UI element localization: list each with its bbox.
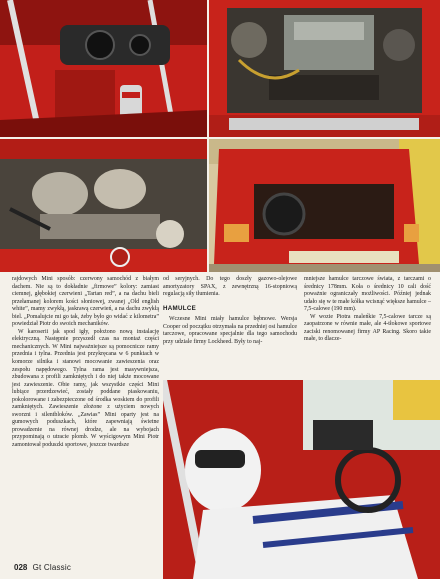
paragraph: Wczesne Mini miały hamulce bębnowe. Wersja Cooper od początku otrzymała na przedniej osi hamulce tarczowe, opracowane specjalnie dla tego samochodu przy udziale firmy Lockheed. Były to naj- (163, 316, 297, 345)
paragraph: od seryjnych. Do tego doszły gazowo-olejowe amortyzatory SPAX, z zewnętrzną 16-stopniową regulacją siły tłumienia. (163, 276, 297, 298)
article-column-3 (304, 276, 431, 344)
article-column-2 (163, 276, 297, 346)
photo-engine-carburetors (0, 139, 207, 272)
article-column-1 (12, 276, 159, 450)
page-number: 028 (14, 563, 28, 572)
section-heading: HAMULCE (163, 304, 197, 312)
page-footer (14, 563, 71, 572)
magazine-name: Gt Classic (32, 563, 72, 572)
paragraph: rajdowych Mini sposób: czerwony samochód z białym dachem. Nie są to dokładnie „firmowe” kolory: zamiast ciemnej, głębokiej czerwieni „Tartan red”, a na dachu bieli przełamanej kolorem kości słoniowej, zwanej „Old english white”, mamy zwykłą, jaskrawą czerwień, a na dachu zwykłą biel. „Pomalujcie mi go tak, żeby było go widać z kilometra” powiedział Piotr do swoich mechaników. (12, 276, 159, 328)
photo-engine-bay-overhead (209, 0, 440, 137)
photo-open-boot-rear (209, 139, 440, 272)
photo-interior-roll-cage (0, 0, 207, 137)
paragraph: W karoserii jak spod igły, położono nową instalację elektryczną. Następnie przyszedł czas na montaż części mechanicznych. W Mini najważniejsze są pomocnicze ramy przednia i tylna. Przednia jest przykręcana w 6 punktach w komorze silnika i stanowi mocowanie zawieszenia oraz zespołu napędowego. Tylna rama jest masywniejsza, zbudowana z profili zamkniętych i do niej także mocowane jest zawieszenie. Obie ramy, jak wszystkie części Mini lubiące przerdzewieć, zostały poddane piaskowaniu, pokolorowane i zabezpieczone od środka woskiem do profili zamkniętych. Zawieszenie złożone z użyciem nowych sworzni i silentbloków. „Zawias” Mini oparty jest na gumowych poduszkach, które zapewniają świetne prowadzenie na równej drodze, ale na wybojach przypominają o utracie plomb. W wyścigowym Mini Piotr zamontował poduszki sportowe, jeszcze twardsze (12, 328, 159, 449)
photo-driver-in-helmet (163, 380, 440, 579)
paragraph: W wozie Piotra maleńkie 7,5-calowe tarcze są zaopatrzone w równie małe, ale 4-tłokowe sportowe zaciski renomowanej firmy AP Racing. Skoro takie małe, to dlacze- (304, 313, 431, 343)
paragraph: mniejsze hamulce tarczowe świata, z tarczami o średnicy 178mm. Koła o średnicy 10 cali dość poważnie ograniczały możliwości. Później jednak udało się w te małe kółka wcisnąć większe hamulce – 7,5-calowe (190 mm). (304, 276, 431, 313)
